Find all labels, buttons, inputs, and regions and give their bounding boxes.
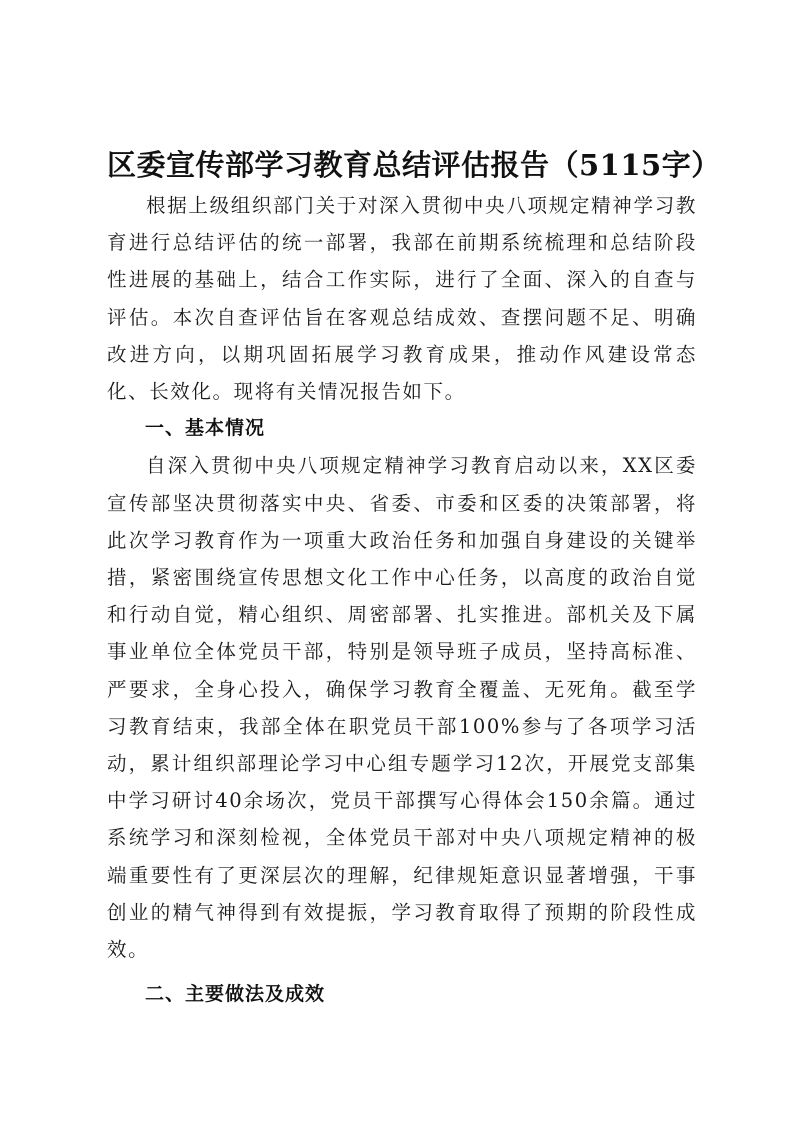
basic-situation-paragraph: 自深入贯彻中央八项规定精神学习教育启动以来，XX区委宣传部坚决贯彻落实中央、省委、市委和区委的决策部署，将此次学习教育作为一项重大政治任务和加强自身建设的关键举措，紧密围绕宣传思想文化工作中心任务，以高度的政治自觉和行动自觉，精心组织、周密部署、扎实推进。部机关及下属事业单位全体党员干部，特别是领导班子成员，坚持高标准、严要求，全身心投入，确保学习教育全覆盖、无死角。截至学习教育结束，我部全体在职党员干部100%参与了各项学习活动，累计组织部理论学习中心组专题学习12次，开展党支部集中学习研讨40余场次，党员干部撰写心得体会150余篇。通过系统学习和深刻检视，全体党员干部对中央八项规定精神的极端重要性有了更深层次的理解，纪律规矩意识显著增强，干事创业的精气神得到有效提振，学习教育取得了预期的阶段性成效。 xyxy=(107,454,697,962)
document-title: 区委宣传部学习教育总结评估报告（5115字） xyxy=(107,148,721,182)
section-heading-basic-situation: 一、基本情况 xyxy=(145,417,266,440)
intro-paragraph: 根据上级组织部门关于对深入贯彻中央八项规定精神学习教育进行总结评估的统一部署，我部在前期系统梳理和总结阶段性进展的基础上，结合工作实际，进行了全面、深入的自查与评估。本次自查评估旨在客观总结成效、查摆问题不足、明确改进方向，以期巩固拓展学习教育成果，推动作风建设常态化、长效化。现将有关情况报告如下。 xyxy=(107,194,697,404)
section-heading-main-practices: 二、主要做法及成效 xyxy=(145,983,326,1006)
document-body xyxy=(107,143,721,1013)
